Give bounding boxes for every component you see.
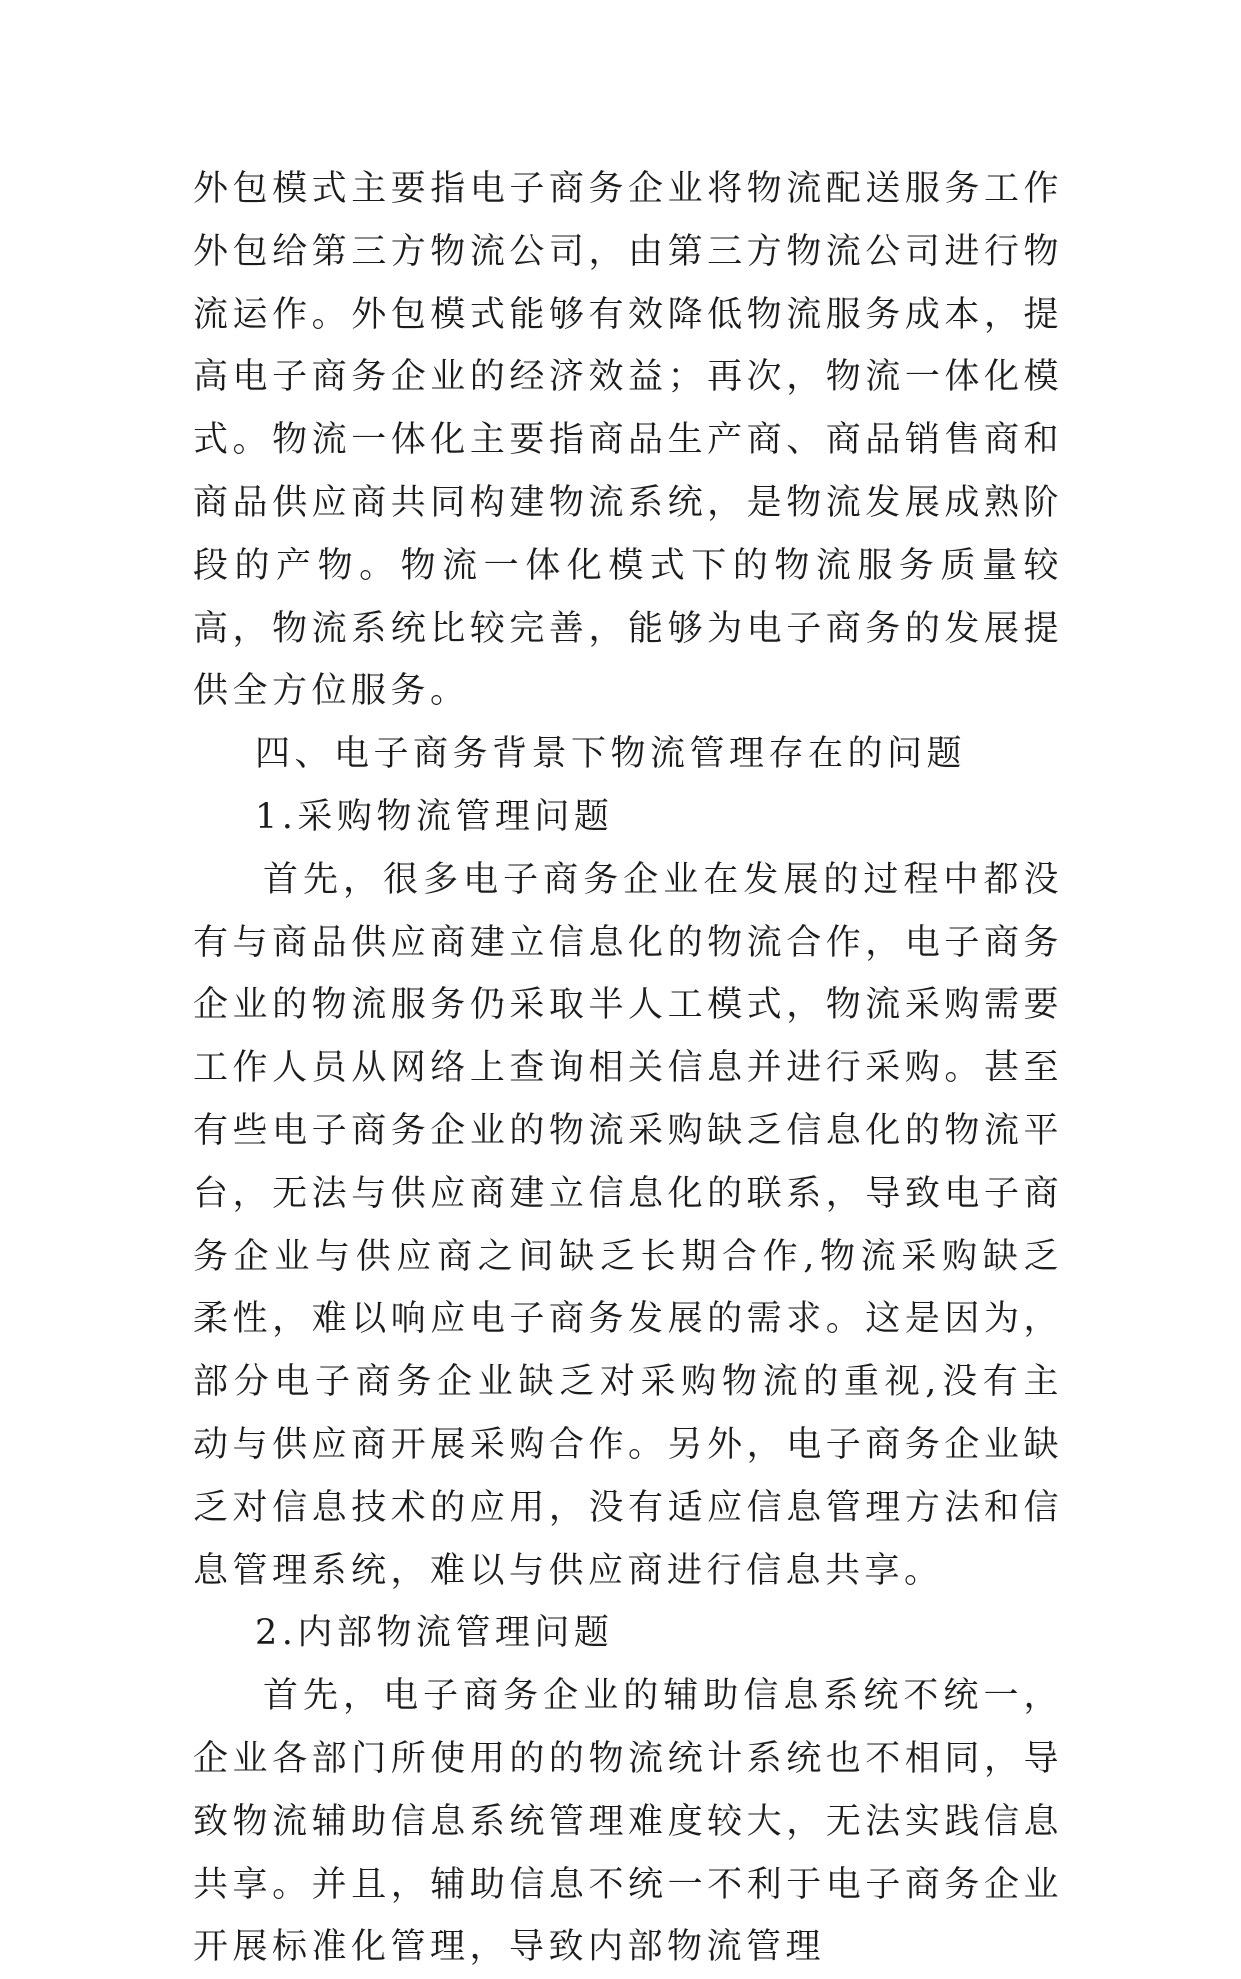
document-page — [193, 158, 1063, 1979]
subheading-internal: 2.内部物流管理问题 — [255, 1613, 614, 1654]
paragraph-internal: 首先，电子商务企业的辅助信息系统不统一，企业各部门所使用的的物流统计系统也不相同，导致物流辅助信息系统管理难度较大，无法实践信息共享。并且，辅助信息不统一不利于电子商务企业开展标准化管理，导致内部物流管理 — [193, 1676, 1063, 1968]
section-heading-problems: 四、电子商务背景下物流管理存在的问题 — [255, 734, 967, 775]
paragraph-outsourcing-integration: 外包模式主要指电子商务企业将物流配送服务工作外包给第三方物流公司，由第三方物流公司进行物流运作。外包模式能够有效降低物流服务成本，提高电子商务企业的经济效益；再次，物流一体化模式。物流一体化主要指商品生产商、商品销售商和商品供应商共同构建物流系统，是物流发展成熟阶段的产物。物流一体化模式下的物流服务质量较高，物流系统比较完善，能够为电子商务的发展提供全方位服务。 — [193, 169, 1063, 712]
paragraph-procurement: 首先，很多电子商务企业在发展的过程中都没有与商品供应商建立信息化的物流合作，电子商务企业的物流服务仍采取半人工模式，物流采购需要工作人员从网络上查询相关信息并进行采购。甚至有些电子商务企业的物流采购缺乏信息化的物流平台，无法与供应商建立信息化的联系，导致电子商务企业与供应商之间缺乏长期合作,物流采购缺乏柔性，难以响应电子商务发展的需求。这是因为，部分电子商务企业缺乏对采购物流的重视,没有主动与供应商开展采购合作。另外，电子商务企业缺乏对信息技术的应用，没有适应信息管理方法和信息管理系统，难以与供应商进行信息共享。 — [193, 859, 1063, 1591]
subheading-procurement: 1.采购物流管理问题 — [255, 796, 614, 837]
